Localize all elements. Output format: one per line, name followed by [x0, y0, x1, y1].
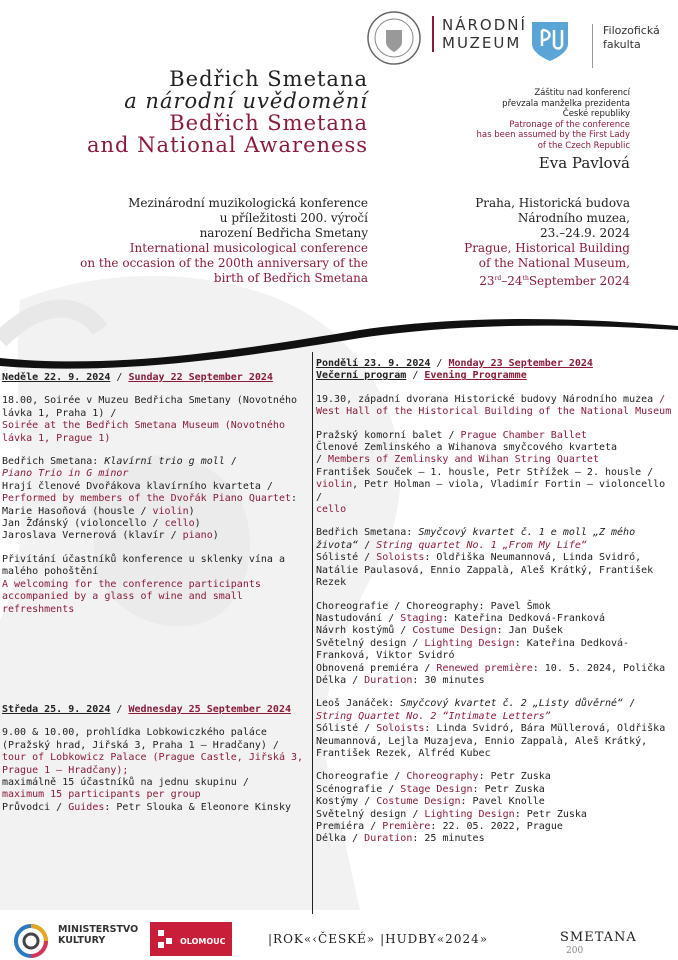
credit-1-costume-name: : Jan Dušek [496, 625, 563, 637]
credit-1-costume-cs: Návrh kostýmů / [316, 625, 413, 637]
sunday-welcome-en: A welcoming for the conference participants accompanied by a glass of wine and small refreshments [2, 578, 261, 615]
patronage-en-2: has been assumed by the First Lady [476, 130, 630, 140]
monday-venue-cs: 19.30, západní dvorana Historické budovy Národního muzea [316, 393, 654, 405]
credit-2-duration-en: Duration [364, 833, 413, 845]
monday-prog-cs: Večerní program [316, 370, 407, 382]
monday-date-cs: Pondělí 23. 9. 2024 [316, 358, 431, 369]
sunday-programme [2, 372, 310, 627]
credit-1-premiere-cs: Obnovená premiéra / [316, 662, 437, 674]
minkult-line2: KULTURY [58, 935, 106, 946]
sunday-performers-en: Performed by members of the Dvořák Piano Quartet [2, 493, 291, 505]
olomouc-logo-text: OLOMOUC [180, 937, 226, 946]
monday-musicians-2: , Petr Holman – viola, Vladimír Fortin – violoncello / [316, 479, 666, 503]
credit-2-light-cs: Světelný design / [316, 808, 425, 820]
credit-2-costume-name: : Pavel Knolle [460, 796, 545, 808]
monday-prog-sep: / [406, 370, 425, 382]
wednesday-guides-names: : Petr Slouka & Eleonore Kinsky [104, 801, 291, 813]
title-en-line1: Bedřich Smetana [169, 111, 368, 135]
credit-2-premiere-cs: Premiéra / [316, 821, 383, 832]
sunday-date [2, 372, 310, 384]
venue-en-2: of the National Museum, [478, 256, 630, 270]
faculty-logo-text [592, 24, 660, 68]
venue-info [400, 196, 630, 289]
monday-venue-en: West Hall of the Historical Building of the National Museum [316, 406, 672, 418]
wednesday-date-sep: / [110, 704, 129, 715]
monday-piece-2-composer: Leoš Janáček: [316, 698, 401, 710]
ministry-of-culture-icon [14, 924, 48, 958]
monday-musicians-violin: violin [316, 479, 353, 491]
sunday-piece-sep: / [224, 456, 237, 468]
credit-2-costume-cs: Kostýmy / [316, 796, 377, 808]
sunday-performer-3-instr: piano [182, 530, 213, 542]
credit-1-costume-en: Costume Design [412, 625, 497, 637]
monday-ballet-en: Prague Chamber Ballet [460, 429, 587, 441]
sunday-performer-2-instr: cello [164, 518, 195, 530]
credit-1-staging-cs: Nastudování / [316, 612, 401, 624]
olomouc-squares-icon [156, 922, 178, 956]
monday-piece-2-soloists: : Linda Svidró, Bára Müllerová, Oldřiška Neumannová, Lejla Muzajeva, Ennio Zappalà, Aleš Krátký, František Rezek, Alfréd Kubec [316, 723, 666, 759]
venue-en-month: September 2024 [528, 274, 630, 288]
monday-date-sep: / [430, 358, 449, 369]
ff-line2: fakulta [603, 38, 641, 51]
patronage-cs-1: Záštitu nad konferencí [534, 88, 630, 98]
credit-1-premiere-date: : 10. 5. 2024, Polička [532, 662, 666, 674]
credit-1-duration-value: : 30 minutes [412, 674, 485, 686]
credit-1-duration-en: Duration [364, 674, 413, 686]
ministry-of-culture-text [58, 924, 138, 946]
credit-2-choreo-cs: Choreografie / [316, 771, 407, 783]
monday-piece-1-credits [316, 601, 672, 688]
sunday-date-sep: / [110, 372, 129, 383]
credit-2-light-name: : Petr Zuska [514, 808, 587, 820]
venue-cs-3: 23.–24.9. 2024 [540, 226, 630, 240]
conference-title [20, 68, 368, 156]
title-en-line2: and National Awareness [87, 133, 368, 157]
patronage-en-1: Patronage of the conference [509, 119, 630, 130]
sunday-performer-1-close: ) [188, 505, 195, 517]
national-museum-logo-text [432, 16, 527, 52]
upol-shield-icon [530, 20, 570, 62]
smetana-200-number: 200 [566, 946, 584, 956]
monday-quartet-sep: / [316, 454, 329, 466]
sunday-date-cs: Neděle 22. 9. 2024 [2, 372, 111, 383]
venue-en-1: Prague, Historical Building [464, 241, 630, 255]
patronage-note [440, 88, 630, 151]
monday-piece-1-soloists-cs: Sólisté / [316, 552, 377, 564]
venue-en-day1: 23 [479, 274, 495, 288]
patronage-cs-3: České republiky [562, 109, 630, 119]
monday-piece-1-sep: / [358, 539, 377, 551]
wednesday-guides-cs: Průvodci / [2, 801, 69, 813]
monday-quartet-en: Members of Zemlinsky and Wihan String Quartet [328, 454, 599, 466]
credit-2-duration-value: : 25 minutes [412, 833, 485, 845]
sunday-performer-1: Marie Hasoňová (housle / [2, 505, 153, 517]
monday-piece-1-soloists: : Oldřiška Neumannová, Linda Svidró, Natálie Paulasová, Ennio Zappalà, Aleš Krátký, František Rezek [316, 552, 654, 589]
patronage-cs-2: převzala manželka prezidenta [502, 98, 630, 109]
venue-en-sup2: th [522, 275, 529, 282]
nm-line1: NÁRODNÍ [442, 16, 527, 34]
credit-2-costume-en: Costume Design [376, 796, 461, 808]
title-cs-line1: Bedřich Smetana [169, 67, 368, 91]
national-museum-seal-icon [366, 10, 422, 66]
sunday-performance [2, 456, 310, 543]
title-cs-line2: a národní uvědomění [124, 89, 368, 113]
credit-2-premiere-en: Première [382, 821, 431, 832]
wednesday-date-en: Wednesday 25 September 2024 [128, 704, 291, 715]
subtitle-en-2: on the occasion of the 200th anniversary of the [80, 256, 368, 270]
patron-name: Eva Pavlová [538, 154, 630, 172]
year-of-czech-music-logo: |ROK«‹ČESKÉ» |HUDBY«2024» [268, 932, 489, 946]
monday-piece-2-en: String Quartet No. 2 “Intimate Letters” [316, 710, 551, 722]
wednesday-tour-en: tour of Lobkowicz Palace (Prague Castle, Jiřská 3, Prague 1 – Hradčany); [2, 752, 304, 776]
credit-1-light-cs: Světelný design / [316, 637, 425, 649]
monday-date-en: Monday 23 September 2024 [448, 358, 593, 369]
monday-venue-sep: / [653, 393, 666, 405]
sunday-piece-cs: Klavírní trio g moll [104, 456, 225, 468]
credit-1-staging-en: Staging [400, 612, 443, 624]
monday-ballet-cs: Pražský komorní balet / [316, 429, 461, 441]
wednesday-date [2, 704, 314, 716]
credit-1-light-name: : Kateřina Dedková-Franková, Viktor Svidró [316, 637, 630, 662]
venue-en-day2: –24 [501, 274, 523, 288]
sunday-soiree-en: Soirée at the Bedřich Smetana Museum (Novotného lávka 1, Prague 1) [2, 420, 285, 444]
venue-cs-1: Praha, Historická budova [475, 196, 630, 210]
smetana-200-logo: SMETANA [560, 930, 637, 945]
credit-2-stage-name: : Petr Zuska [472, 783, 545, 795]
venue-cs-2: Národního muzea, [517, 211, 630, 225]
wednesday-programme [2, 704, 314, 825]
subtitle-en-1: International musicological conference [129, 241, 368, 255]
monday-programme [316, 358, 672, 857]
venue-en-sup1: rd [494, 275, 502, 282]
credit-2-stage-en: Stage Design [400, 783, 473, 795]
sunday-performer-3-close: ) [212, 530, 219, 542]
sunday-soiree-cs: 18.00, Soirée v Muzeu Bedřicha Smetany (Novotného lávka 1, Praha 1) / [2, 395, 298, 419]
subtitle-en-3: birth of Bedřich Smetana [213, 271, 368, 285]
patronage-en-3: of the Czech Republic [537, 140, 630, 151]
monday-musicians-1: František Souček – 1. housle, Petr Střížek – 2. housle / [316, 466, 654, 478]
sunday-welcome-cs: Přivítání účastníků konference u sklenky vína a malého pohoštění [2, 553, 285, 578]
credit-2-choreo-name: : Petr Zuska [478, 771, 551, 783]
minkult-line1: MINISTERSTVO [58, 924, 139, 935]
monday-piece-2-soloists-en: Soloists [376, 723, 425, 735]
sunday-performers-colon: : [290, 493, 298, 505]
subtitle-cs-1: Mezinárodní muzikologická konference [128, 196, 368, 210]
monday-piece-2-soloists-cs: Sólisté / [316, 723, 377, 735]
credit-1-premiere-en: Renewed première [436, 662, 533, 674]
credit-1-duration-cs: Délka / [316, 674, 365, 686]
wednesday-tour [2, 727, 314, 814]
monday-quartet-cs: Členové Zemlinského a Wihanova smyčcového kvarteta [316, 442, 618, 454]
monday-date [316, 358, 672, 383]
subtitle-cs-3: narození Bedřicha Smetany [199, 226, 368, 240]
credit-1-staging-name: : Kateřina Dedková-Franková [442, 612, 606, 624]
wednesday-date-cs: Středa 25. 9. 2024 [2, 704, 111, 715]
wednesday-limit-en: maximum 15 participants per group [2, 789, 201, 801]
sunday-soiree [2, 395, 310, 445]
nm-line2: MUZEUM [442, 34, 522, 52]
monday-piece-1-soloists-en: Soloists [376, 552, 425, 564]
sunday-date-en: Sunday 22 September 2024 [128, 372, 273, 383]
column-divider [312, 352, 313, 914]
credit-1-choreo: Choreografie / Choreography: Pavel Šmok [316, 600, 551, 612]
wednesday-limit-cs: maximálně 15 účastníků na jednu skupinu / [2, 777, 249, 789]
monday-piece-1-en: String quartet No. 1 „From My Life“ [376, 539, 587, 551]
wednesday-guides-en: Guides [68, 801, 105, 813]
monday-musicians-cello: cello [316, 504, 347, 516]
monday-venue [316, 394, 672, 419]
sunday-performer-1-instr: violin [152, 505, 189, 517]
subtitle-cs-2: u příležitosti 200. výročí [219, 211, 368, 225]
monday-performers [316, 430, 672, 517]
venue-en-3 [400, 271, 630, 289]
credit-2-light-en: Lighting Design [424, 808, 515, 820]
credit-2-duration-cs: Délka / [316, 833, 365, 845]
credit-2-choreo-en: Choreography [406, 771, 479, 783]
monday-piece-2-credits [316, 771, 672, 845]
credit-2-stage-cs: Scénografie / [316, 783, 401, 795]
sunday-performer-2: Jan Žďánský (violoncello / [2, 518, 165, 530]
monday-piece-1 [316, 527, 672, 589]
monday-prog-en: Evening Programme [424, 370, 527, 382]
wednesday-tour-cs: 9.00 & 10.00, prohlídka Lobkowiczkého paláce (Pražský hrad, Jiřská 3, Praha 1 – Hradčany) / [2, 727, 279, 751]
sunday-piece-en: Piano Trio in G minor [2, 468, 129, 480]
credit-1-light-en: Lighting Design [424, 637, 515, 649]
monday-piece-1-composer: Bedřich Smetana: [316, 527, 419, 539]
monday-piece-2-cs: Smyčcový kvartet č. 2 „Listy důvěrné“ [400, 698, 624, 710]
sunday-welcome [2, 554, 310, 616]
monday-piece-2-sep: / [623, 698, 636, 710]
ff-line1: Filozofická [603, 24, 660, 37]
sunday-performers-cs: Hrají členové Dvořákova klavírního kvarteta / [2, 480, 273, 492]
conference-subtitle [10, 196, 368, 286]
sunday-performer-3: Jaroslava Vernerová (klavír / [2, 530, 183, 542]
sunday-performer-2-close: ) [194, 518, 201, 530]
credit-2-premiere-date: : 22. 05. 2022, Prague [430, 821, 563, 832]
sunday-composer: Bedřich Smetana: [2, 456, 105, 468]
monday-piece-2 [316, 698, 672, 760]
monday-piece-1-cs: Smyčcový kvartet č. 1 e moll „Z mého života“ [316, 527, 636, 551]
